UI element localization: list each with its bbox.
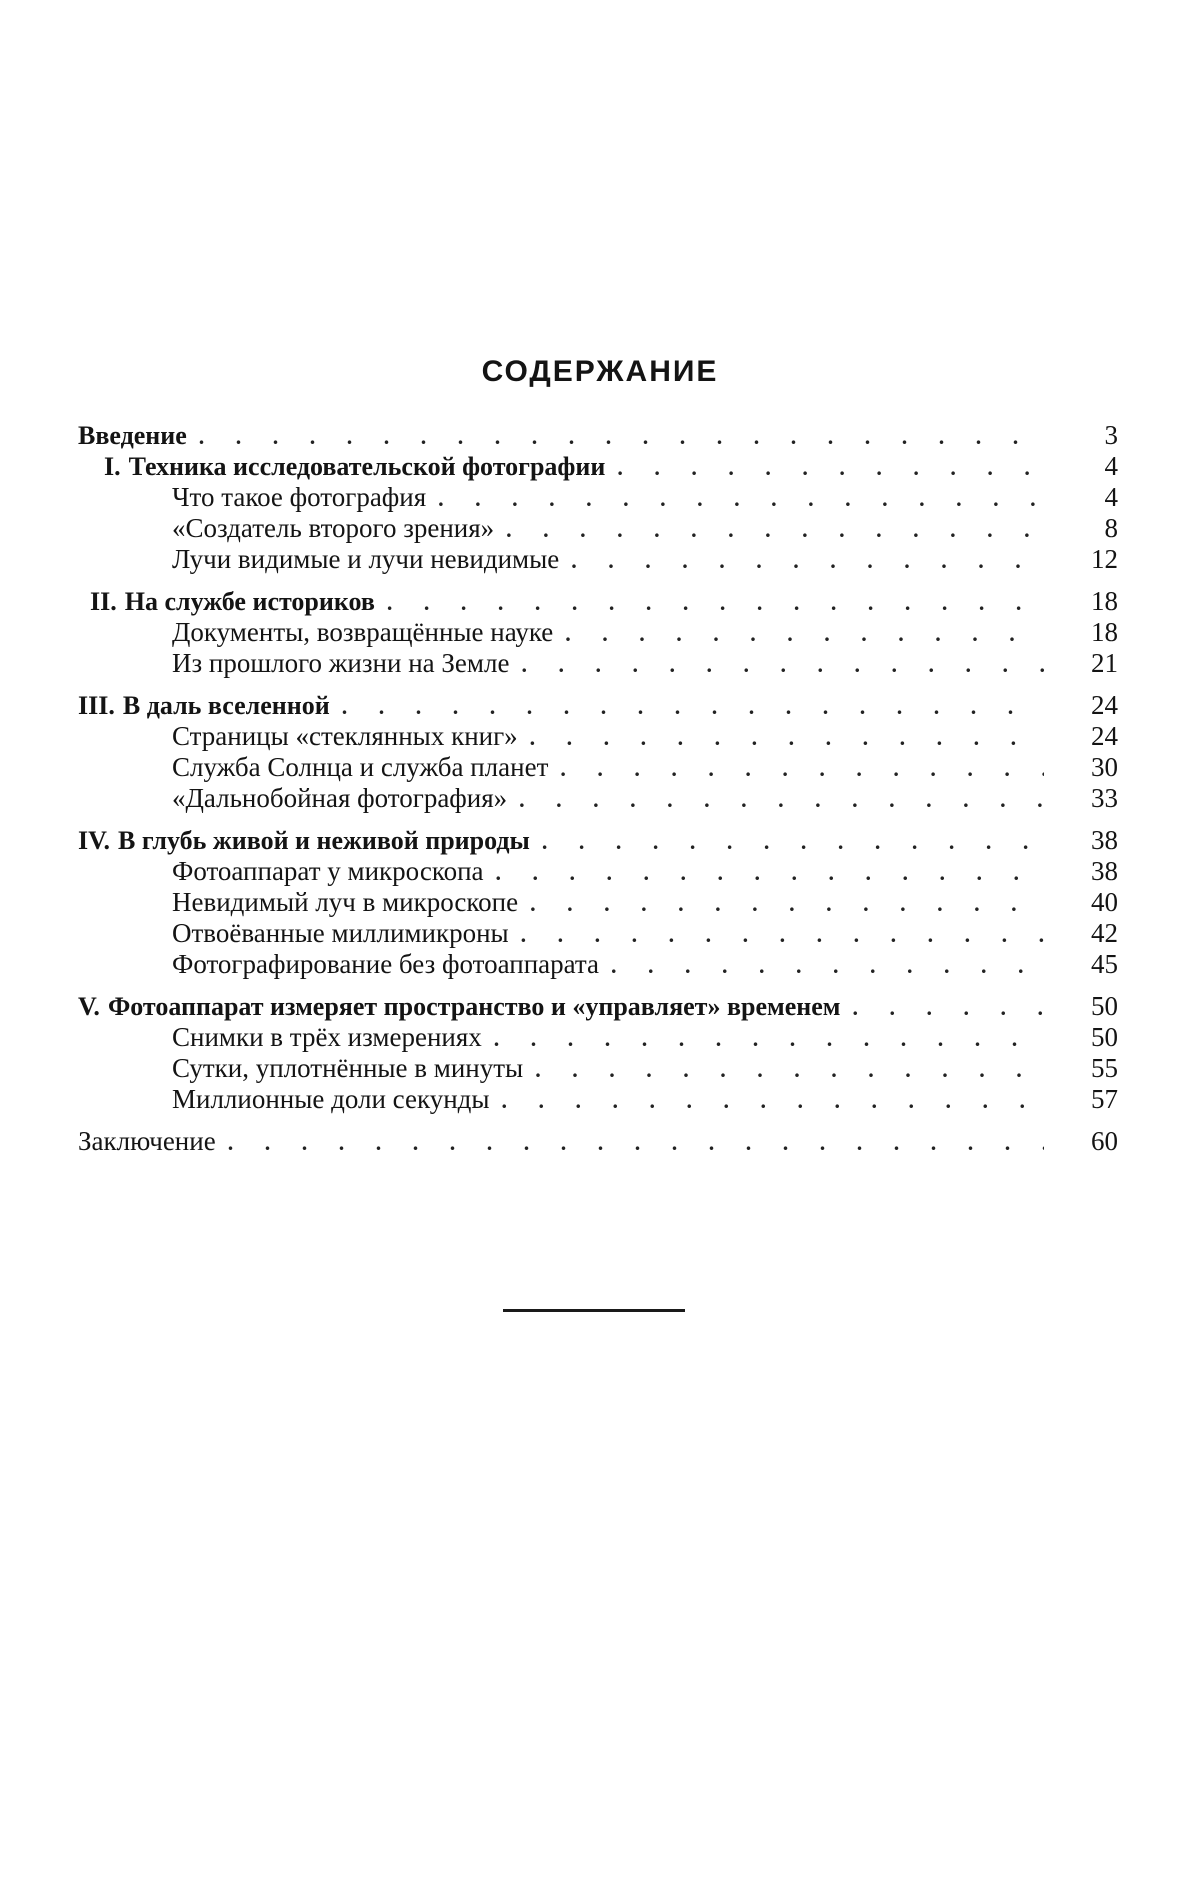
section-title: Из прошлого жизни на Земле [78, 648, 517, 679]
dot-leader [224, 1127, 1044, 1158]
chapter-number: IV. [78, 826, 111, 855]
page-number: 55 [1091, 1053, 1118, 1083]
dot-leader [531, 1054, 1044, 1085]
section-title: Невидимый луч в микроскопе [78, 887, 526, 918]
page-number: 60 [1091, 1126, 1118, 1156]
toc-entry [78, 513, 1118, 544]
chapter-number: V. [78, 992, 100, 1021]
section-title: Миллионные доли секунды [78, 1084, 498, 1115]
toc-entry [78, 1126, 1118, 1157]
section-title: Лучи видимые и лучи невидимые [78, 544, 567, 575]
toc-entry [78, 887, 1118, 918]
section-title: Отвоёванные миллимикроны [78, 918, 517, 949]
section-title: Фотографирование без фотоаппарата [78, 949, 607, 980]
page-number: 24 [1091, 721, 1118, 751]
table-of-contents [78, 420, 1118, 1157]
toc-entry-label [78, 690, 338, 721]
dot-leader [498, 1085, 1044, 1116]
dot-leader [567, 545, 1044, 576]
chapter-title: Техника исследовательской фотографии [128, 452, 606, 481]
toc-entry-label [78, 420, 195, 451]
page-number: 4 [1104, 482, 1118, 512]
dot-leader [613, 452, 1044, 483]
toc-entry [78, 752, 1118, 783]
toc-entry-label [78, 451, 613, 482]
dot-leader [517, 649, 1044, 680]
toc-entry [78, 991, 1118, 1022]
chapter-number: I. [104, 452, 121, 481]
section-title: Служба Солнца и служба планет [78, 752, 556, 783]
toc-entry-label [78, 586, 383, 617]
section-title: Что такое фотография [78, 482, 434, 513]
dot-leader [502, 514, 1044, 545]
page-number: 38 [1091, 825, 1118, 855]
toc-entry [78, 648, 1118, 679]
chapter-title: Введение [78, 421, 187, 450]
dot-leader [434, 483, 1044, 514]
page-number: 38 [1091, 856, 1118, 886]
dot-leader [848, 992, 1044, 1023]
toc-entry [78, 783, 1118, 814]
chapter-title: На службе историков [124, 587, 375, 616]
page-number: 42 [1091, 918, 1118, 948]
page-number: 3 [1104, 420, 1118, 450]
dot-leader [492, 857, 1044, 888]
page-number: 12 [1091, 544, 1118, 574]
dot-leader [607, 950, 1044, 981]
page-number: 50 [1091, 991, 1118, 1021]
toc-entry [78, 617, 1118, 648]
chapter-title: В даль вселенной [122, 691, 330, 720]
page-number: 50 [1091, 1022, 1118, 1052]
toc-entry-label [78, 991, 848, 1022]
chapter-number: III. [78, 691, 115, 720]
toc-entry [78, 721, 1118, 752]
toc-entry [78, 1084, 1118, 1115]
dot-leader [517, 919, 1044, 950]
toc-entry [78, 1053, 1118, 1084]
dot-leader [538, 826, 1044, 857]
dot-leader [556, 753, 1044, 784]
page-number: 30 [1091, 752, 1118, 782]
dot-leader [526, 722, 1044, 753]
dot-leader [195, 421, 1044, 452]
page-number: 33 [1091, 783, 1118, 813]
page-number: 24 [1091, 690, 1118, 720]
toc-entry [78, 856, 1118, 887]
dot-leader [383, 587, 1044, 618]
chapter-title: Фотоаппарат измеряет пространство и «управляет» временем [107, 992, 841, 1021]
dot-leader [490, 1023, 1044, 1054]
chapter-title: В глубь живой и неживой природы [118, 826, 530, 855]
section-title: Фотоаппарат у микроскопа [78, 856, 492, 887]
section-title: Страницы «стеклянных книг» [78, 721, 526, 752]
section-title: Сутки, уплотнённые в минуты [78, 1053, 531, 1084]
closing-rule [503, 1309, 685, 1312]
section-title: Снимки в трёх измерениях [78, 1022, 490, 1053]
toc-entry [78, 482, 1118, 513]
toc-entry [78, 451, 1118, 482]
dot-leader [338, 691, 1044, 722]
page-number: 18 [1091, 617, 1118, 647]
dot-leader [526, 888, 1044, 919]
page-number: 57 [1091, 1084, 1118, 1114]
page-number: 4 [1104, 451, 1118, 481]
page-number: 45 [1091, 949, 1118, 979]
toc-entry [78, 949, 1118, 980]
toc-entry [78, 1022, 1118, 1053]
section-title: «Дальнобойная фотография» [78, 783, 515, 814]
toc-entry-label [78, 825, 538, 856]
section-title: Документы, возвращённые науке [78, 617, 561, 648]
page-number: 21 [1091, 648, 1118, 678]
page-number: 8 [1104, 513, 1118, 543]
page-number: 18 [1091, 586, 1118, 616]
dot-leader [515, 784, 1044, 815]
toc-entry [78, 586, 1118, 617]
conclusion-title: Заключение [78, 1126, 224, 1157]
dot-leader [561, 618, 1044, 649]
section-title: «Создатель второго зрения» [78, 513, 502, 544]
toc-entry [78, 420, 1118, 451]
toc-entry [78, 918, 1118, 949]
chapter-number: II. [90, 587, 117, 616]
toc-entry [78, 544, 1118, 575]
toc-entry [78, 825, 1118, 856]
page-number: 40 [1091, 887, 1118, 917]
toc-entry [78, 690, 1118, 721]
page-title: СОДЕРЖАНИЕ [481, 355, 719, 388]
